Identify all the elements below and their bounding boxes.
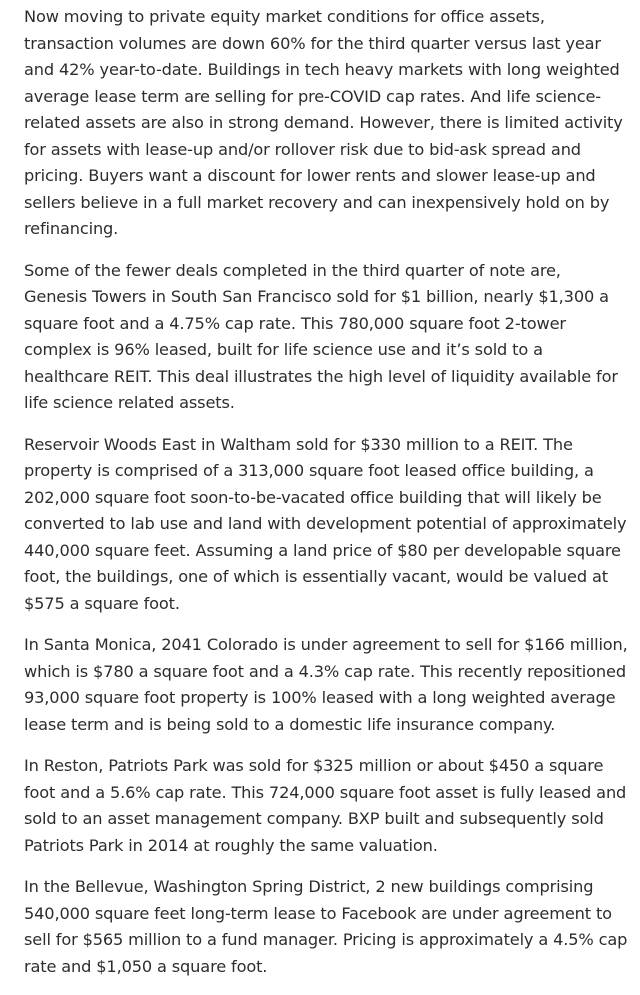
paragraph-reservoir-woods: Reservoir Woods East in Waltham sold for $330 million to a REIT. The property is comprised of a 313,000 square foot leased office building, a 202,000 square foot soon-to-be-vacated office building that will likely be converted to lab use and land with development potential of approximately 440,000 square feet. Assuming a land price of $80 per developable square foot, the buildings, one of which is essentially vacant, would be valued at $575 a square foot. bbox=[24, 434, 627, 613]
paragraph-market-conditions: Now moving to private equity market conditions for office assets, transaction volumes are down 60% for the third quarter versus last year and 42% year-to-date. Buildings in tech heavy markets with long weighted average lease term are selling for pre-COVID cap rates. And life science-related assets are also in strong demand. However, there is limited activity for assets with lease-up and/or rollover risk due to bid-ask spread and pricing. Buyers want a discount for lower rents and slower lease-up and sellers believe in a full market recovery and can inexpensively hold on by refinancing. bbox=[24, 7, 623, 238]
paragraph-patriots-park: In Reston, Patriots Park was sold for $325 million or about $450 a square foot and a 5.6% cap rate. This 724,000 square foot asset is fully leased and sold to an asset management company. BXP built and subsequently sold Patriots Park in 2014 at roughly the same valuation. bbox=[24, 756, 627, 855]
paragraph-genesis-towers: Some of the fewer deals completed in the third quarter of note are, Genesis Towers in South San Francisco sold for $1 billion, nearly $1,300 a square foot and a 4.75% cap rate. This 780,000 square foot 2-tower complex is 96% leased, built for life science use and it’s sold to a healthcare REIT. This deal illustrates the high level of liquidity available for life science related assets. bbox=[24, 260, 618, 412]
paragraph-santa-monica: In Santa Monica, 2041 Colorado is under agreement to sell for $166 million, which is $780 a square foot and a 4.3% cap rate. This recently repositioned 93,000 square foot property is 100% leased with a long weighted average lease term and is being sold to a domestic life insurance company. bbox=[24, 635, 628, 734]
paragraph-bellevue: In the Bellevue, Washington Spring District, 2 new buildings comprising 540,000 square feet long-term lease to Facebook are under agreement to sell for $565 million to a fund manager. Pricing is approximately a 4.5% cap rate and $1,050 a square foot. bbox=[24, 877, 628, 976]
